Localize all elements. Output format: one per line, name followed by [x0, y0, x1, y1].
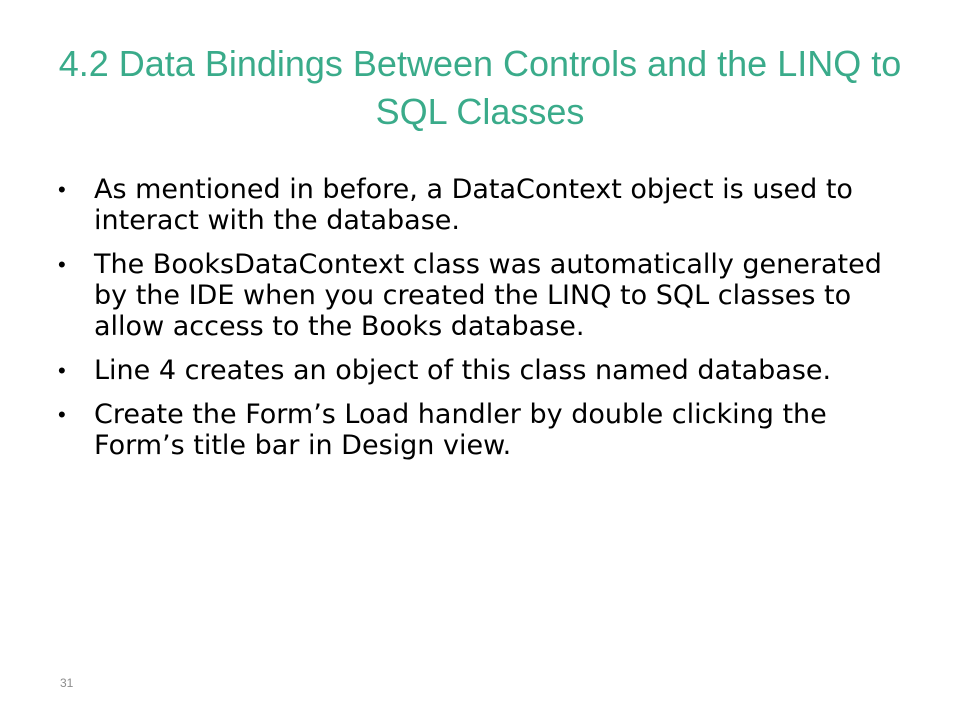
bullet-text: The BooksDataContext class was automatically generated by the IDE when you created the LINQ to SQL classes to allow access to the Books database. — [94, 249, 882, 342]
bullet-item — [58, 174, 918, 236]
bullet-item — [58, 355, 918, 386]
bullet-text: Create the Form’s Load handler by double clicking the Form’s title bar in Design view. — [94, 399, 827, 461]
bullet-item — [58, 249, 918, 342]
bullet-dot-icon: • — [58, 358, 66, 383]
bullet-text: Line 4 creates an object of this class named database. — [94, 355, 832, 386]
bullet-dot-icon: • — [58, 177, 66, 202]
bullet-text: As mentioned in before, a DataContext object is used to interact with the database. — [94, 174, 853, 236]
bullet-dot-icon: • — [58, 402, 66, 427]
slide-number: 31 — [60, 676, 74, 690]
bullet-dot-icon: • — [58, 252, 66, 277]
slide-title: 4.2 Data Bindings Between Controls and the LINQ to SQL Classes — [58, 43, 902, 132]
bullet-list — [58, 174, 918, 474]
bullet-item — [58, 399, 918, 461]
